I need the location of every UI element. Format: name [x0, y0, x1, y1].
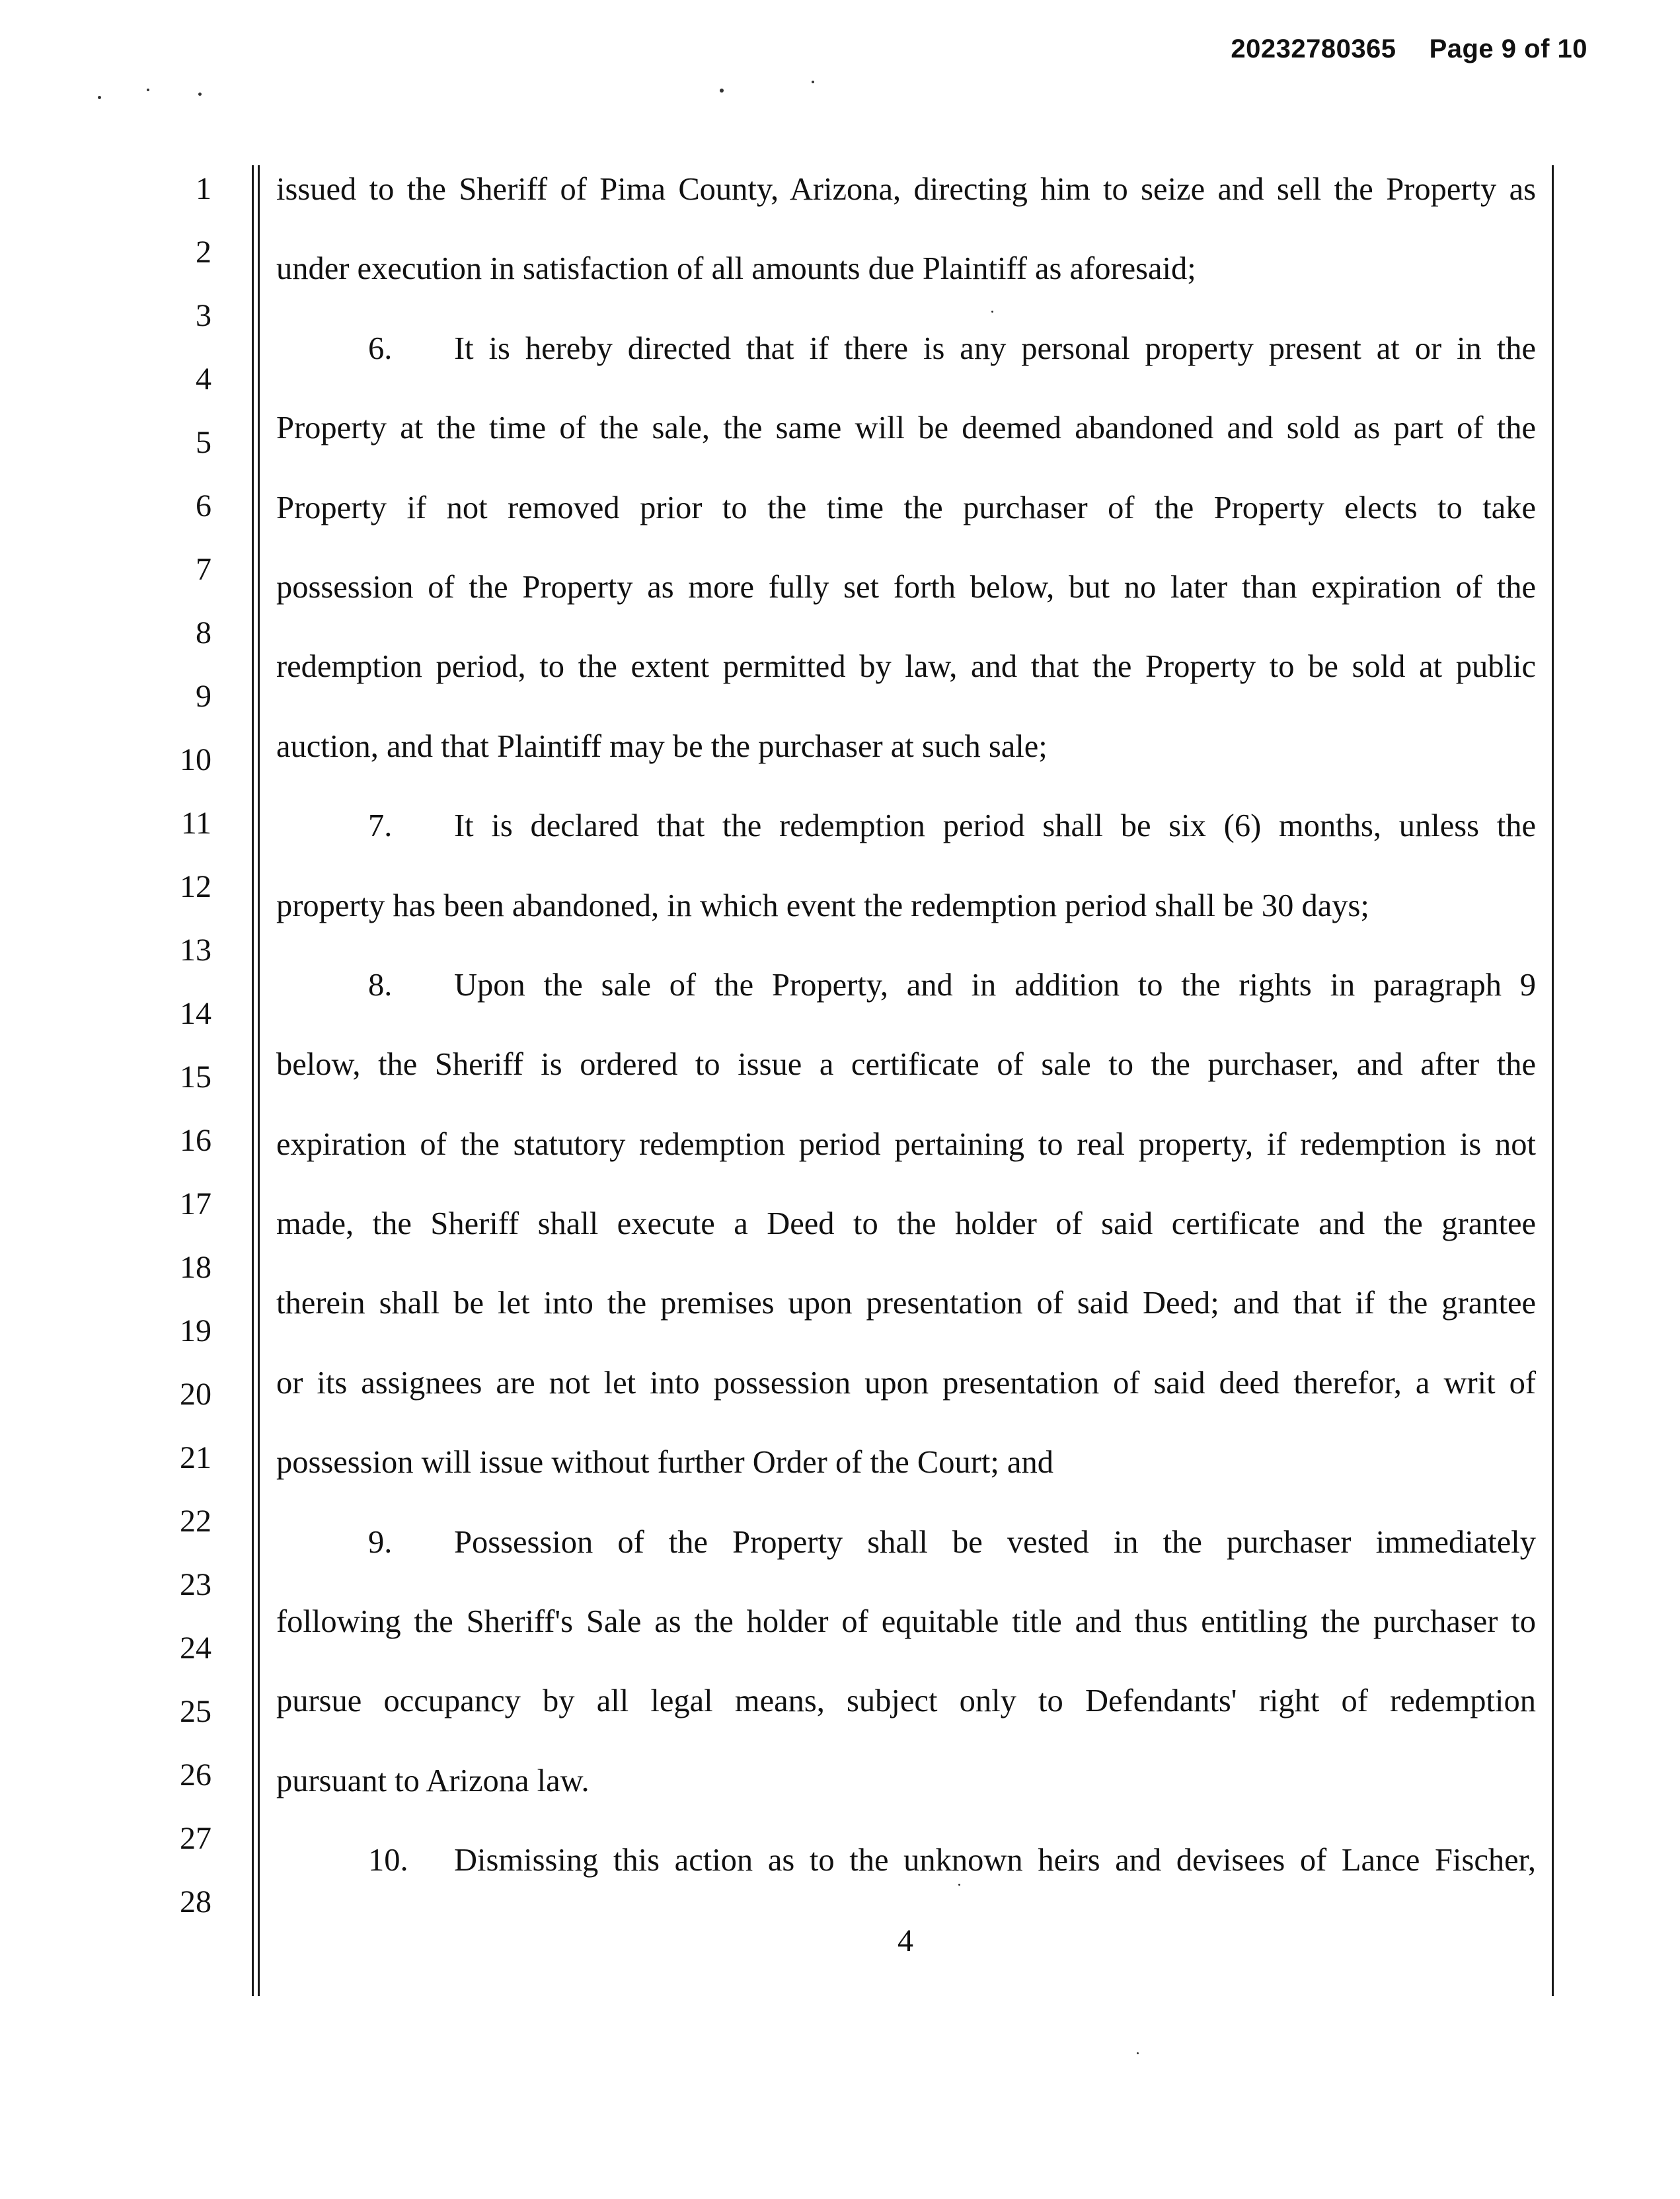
paragraph-number: 8. [368, 967, 393, 1003]
paragraph-7-first-line [276, 806, 1536, 886]
line-number: 14 [180, 996, 211, 1031]
text-line: auction, and that Plaintiff may be the purchaser at such sale; [276, 728, 1048, 764]
scan-speck [1137, 2052, 1139, 2054]
paragraph-number: 6. [368, 330, 393, 366]
scan-speck [198, 93, 202, 96]
left-margin-rule-inner [258, 165, 260, 1996]
line-number: 9 [196, 679, 211, 714]
paragraph-8-first-line [276, 966, 1536, 1045]
paragraph-number: 7. [368, 808, 393, 844]
left-margin-rule [252, 165, 254, 1996]
line-number: 28 [180, 1884, 211, 1919]
scan-speck [958, 1884, 960, 1886]
right-margin-rule [1552, 165, 1554, 1996]
line-number: 3 [196, 298, 211, 333]
text-line: property has been abandoned, in which event the redemption period shall be 30 days; [276, 888, 1369, 923]
text-line: It is declared that the redemption period shall be six (6) months, unless the [454, 808, 1536, 844]
text-line: possession will issue without further Order of the Court; and [276, 1445, 1053, 1481]
paragraph-number: 9. [368, 1524, 393, 1560]
scan-speck [98, 96, 101, 99]
text-line: It is hereby directed that if there is any personal property present at or in the [454, 330, 1536, 366]
text-line: or its assignees are not let into possession upon presentation of said deed therefor, a writ of [276, 1365, 1536, 1401]
text-line: Property if not removed prior to the time the purchaser of the Property elects to take [276, 490, 1536, 525]
text-line: Dismissing this action as to the unknown heirs and devisees of Lance Fischer, [454, 1843, 1536, 1878]
document-header [1231, 34, 1587, 64]
line-number: 16 [180, 1123, 211, 1158]
text-line: Possession of the Property shall be vested in the purchaser immediately [454, 1524, 1536, 1560]
line-number: 5 [196, 425, 211, 460]
line-number: 7 [196, 552, 211, 587]
line-number: 24 [180, 1631, 211, 1666]
page-label: Page 9 of 10 [1429, 34, 1587, 63]
line-number: 27 [180, 1821, 211, 1856]
line-number: 12 [180, 869, 211, 904]
text-line: pursuant to Arizona law. [276, 1763, 590, 1798]
line-number: 2 [196, 235, 211, 270]
scan-speck [991, 311, 993, 313]
line-number: 11 [180, 806, 211, 841]
text-line: following the Sheriff's Sale as the holder of equitable title and thus entitling the purchaser to [276, 1604, 1536, 1640]
text-line: under execution in satisfaction of all amounts due Plaintiff as aforesaid; [276, 251, 1196, 287]
text-line: possession of the Property as more fully set forth below, but no later than expiration of the [276, 569, 1536, 605]
line-number: 4 [196, 362, 211, 397]
scan-speck [147, 89, 149, 91]
paragraph-6-first-line [276, 329, 1536, 408]
line-number: 6 [196, 488, 211, 523]
scan-speck [812, 81, 814, 83]
line-number: 19 [180, 1313, 211, 1348]
text-line: Property at the time of the sale, the same will be deemed abandoned and sold as part of the [276, 410, 1536, 446]
line-number: 21 [180, 1440, 211, 1475]
line-number: 15 [180, 1060, 211, 1095]
paragraph-10-first-line [276, 1841, 1536, 1920]
document-body [276, 170, 1536, 1921]
line-number: 10 [180, 742, 211, 777]
text-line: issued to the Sheriff of Pima County, Arizona, directing him to seize and sell the Property as [276, 172, 1536, 207]
text-line: therein shall be let into the premises upon presentation of said Deed; and that if the grantee [276, 1286, 1536, 1321]
text-line: made, the Sheriff shall execute a Deed to the holder of said certificate and the grantee [276, 1206, 1536, 1242]
page-number: 4 [897, 1923, 913, 1958]
line-number: 13 [180, 933, 211, 968]
text-line: Upon the sale of the Property, and in addition to the rights in paragraph 9 [454, 967, 1536, 1003]
line-number: 22 [180, 1504, 211, 1539]
line-number: 25 [180, 1694, 211, 1729]
paragraph-9-first-line [276, 1523, 1536, 1602]
line-number: 8 [196, 615, 211, 650]
text-line: expiration of the statutory redemption period pertaining to real property, if redemption is not [276, 1126, 1536, 1162]
line-number: 18 [180, 1250, 211, 1285]
line-number: 23 [180, 1567, 211, 1602]
text-line: below, the Sheriff is ordered to issue a certificate of sale to the purchaser, and after the [276, 1047, 1536, 1083]
line-number: 20 [180, 1377, 211, 1412]
text-line: redemption period, to the extent permitted by law, and that the Property to be sold at public [276, 649, 1536, 685]
line-number: 1 [196, 171, 211, 206]
line-number: 26 [180, 1757, 211, 1793]
document-number: 20232780365 [1231, 34, 1396, 63]
line-number: 17 [180, 1186, 211, 1221]
paragraph-number: 10. [368, 1843, 408, 1878]
text-line: pursue occupancy by all legal means, subject only to Defendants' right of redemption [276, 1683, 1536, 1719]
scan-speck [720, 89, 724, 93]
